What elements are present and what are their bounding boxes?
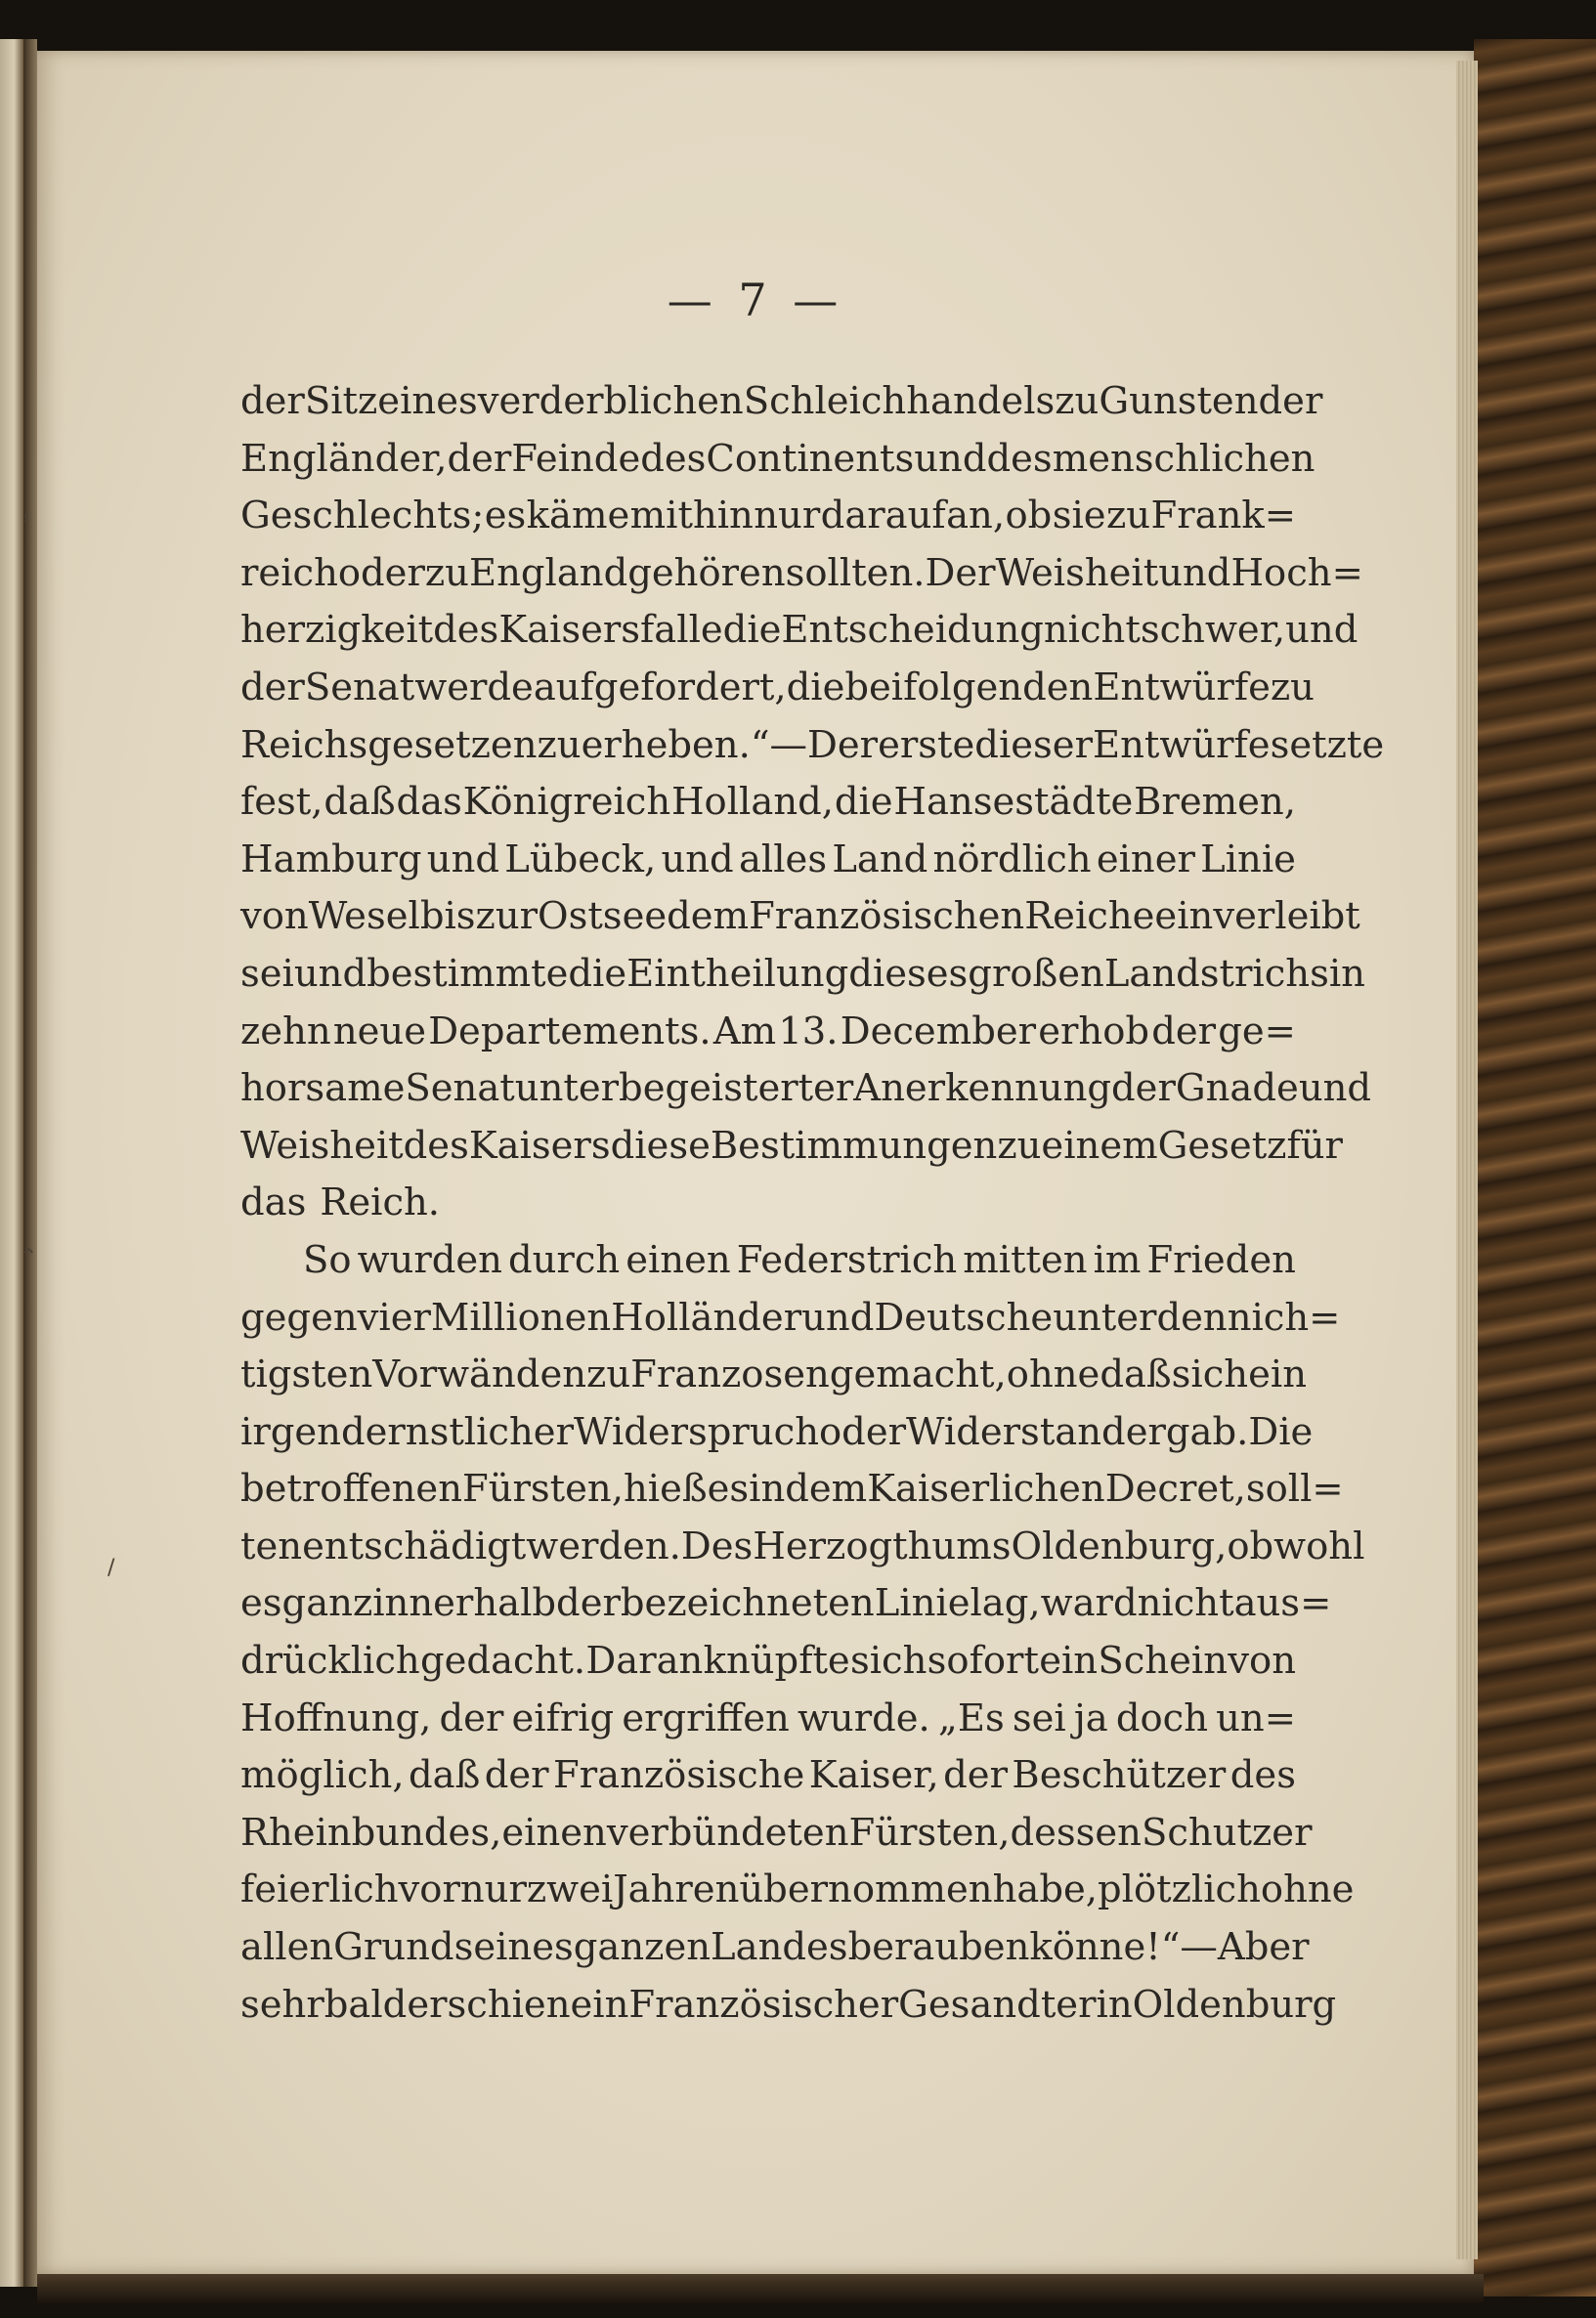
left-page-edge	[0, 39, 23, 2287]
text-line: sehr bald erschien ein Französischer Gesandter in Oldenburg	[240, 1982, 1337, 2027]
text-line: Reichsgesetzen zu erheben.“ — Der erste dieser Entwürfe setzte	[240, 722, 1385, 767]
text-line: betroffenen Fürsten, hieß es in dem Kaiserlichen Decret, soll=	[240, 1467, 1344, 1512]
text-line: es ganz innerhalb der bezeichneten Linie lag, ward nicht aus=	[240, 1581, 1332, 1626]
margin-mark: ᶦ	[23, 510, 29, 535]
book-cover-bottom	[37, 2274, 1484, 2303]
margin-mark: ⌃	[20, 1245, 38, 1269]
text-line: Geschlechts; es käme mithin nur darauf an, ob sie zu Frank=	[240, 494, 1296, 538]
text-line: irgend ernstlicher Widerspruch oder Widerstand ergab. Die	[240, 1409, 1314, 1454]
text-line: Engländer, der Feinde des Continents und des menschlichen	[240, 436, 1316, 481]
paragraph	[240, 1232, 1365, 2034]
text-line: der Sitz eines verderblichen Schleichhandels zu Gunsten der	[240, 379, 1323, 423]
text-line: allen Grund seines ganzen Landes berauben könne!“ — Aber	[240, 1925, 1310, 1970]
text-line: Hamburg und Lübeck, und alles Land nördlich einer Linie	[240, 837, 1296, 881]
text-line: tigsten Vorwänden zu Franzosen gemacht, ohne daß sich ein	[240, 1352, 1307, 1397]
text-line: sei und bestimmte die Eintheilung dieses großen Landstrichs in	[240, 951, 1365, 996]
text-line: gegen vier Millionen Holländer und Deutsche unter den nich=	[240, 1295, 1341, 1340]
text-line: feierlich vor nur zwei Jahren übernommen habe, plötzlich ohne	[240, 1867, 1355, 1912]
text-line: drücklich gedacht. Daran knüpfte sich sofort ein Schein von	[240, 1639, 1296, 1684]
book-gutter	[23, 39, 37, 2287]
text-line: horsame Senat unter begeisterter Anerkennung der Gnade und	[240, 1066, 1372, 1111]
margin-mark: /	[108, 1556, 115, 1580]
text-line: fest, daß das Königreich Holland, die Hansestädte Bremen,	[240, 780, 1296, 825]
page-block-edges	[1456, 61, 1478, 2259]
text-line: reich oder zu England gehören sollten. Der Weisheit und Hoch=	[240, 550, 1363, 595]
text-line: herzigkeit des Kaisers falle die Entscheidung nicht schwer, und	[240, 608, 1359, 653]
text-line: von Wesel bis zur Ostsee dem Französischen Reiche einverleibt	[240, 894, 1360, 939]
text-line: So wurden durch einen Federstrich mitten im Frieden	[303, 1237, 1296, 1282]
book-page	[20, 51, 1474, 2274]
book-cover-board	[1474, 39, 1596, 2297]
text-line: ten entschädigt werden. Des Herzogthums Oldenburg, obwohl	[240, 1524, 1365, 1568]
text-line: Rheinbundes, einen verbündeten Fürsten, dessen Schutz er	[240, 1810, 1313, 1855]
paragraph	[240, 373, 1385, 1232]
text-line: Weisheit des Kaisers diese Bestimmungen zu einem Gesetz für	[240, 1123, 1343, 1168]
text-line: das Reich.	[240, 1180, 441, 1225]
text-line: zehn neue Departements. Am 13. December erhob der ge=	[240, 1009, 1296, 1053]
text-line: der Senat werde aufgefordert, die beifolgenden Entwürfe zu	[240, 665, 1315, 709]
page-number: — 7 —	[667, 274, 844, 326]
text-line: Hoffnung, der eifrig ergriffen wurde. „Es sei ja doch un=	[240, 1696, 1296, 1740]
body-text	[240, 373, 1385, 2034]
text-line: möglich, daß der Französische Kaiser, der Beschützer des	[240, 1753, 1296, 1798]
